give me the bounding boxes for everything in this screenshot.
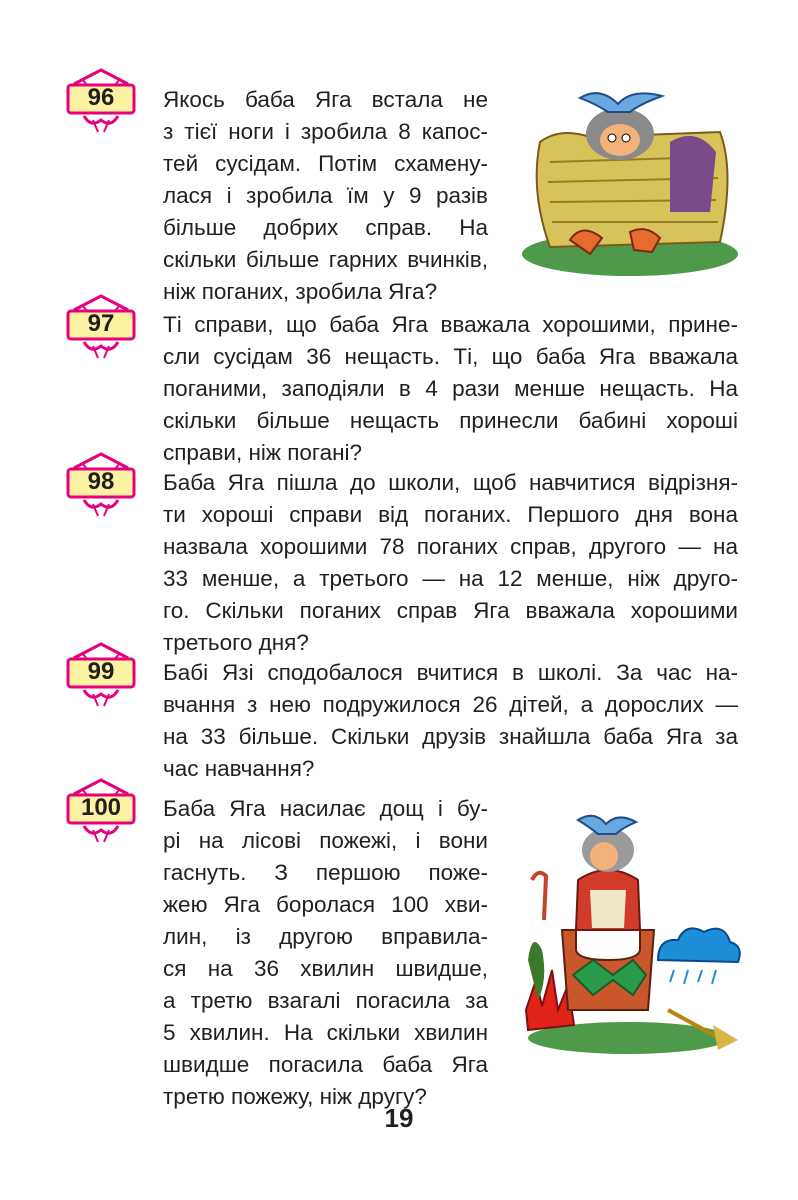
problem-number: 99 (87, 658, 115, 685)
problem-text: Баба Яга пішла до школи, щоб навчитися відрізня- ти хороші справи від поганих. Першого дня вона назвала хорошими 78 поганих справ, другого — на 33 менше, а третього — на 12 менше, ніж друго- го. Скільки поганих справ Яга вважала хорошими третього дня? (163, 470, 738, 655)
problem-number-badge (60, 778, 142, 848)
problem-number-badge (60, 642, 142, 712)
problem-text: Якось баба Яга встала не з тієї ноги і зробила 8 капос- тей сусідам. Потім схамену- лася і зробила їм у 9 разів більше добрих справ. На скільки більше гарних вчинків, ніж поганих, зробила Яга? (163, 87, 488, 304)
problem-number-badge (60, 68, 142, 138)
problem-number-badge (60, 294, 142, 364)
baba-yaga-haystack-illustration (520, 82, 742, 282)
page-number: 19 (384, 1103, 414, 1133)
problem-number: 96 (87, 84, 115, 111)
problem-number: 98 (87, 468, 115, 495)
problem-number-badge (60, 452, 142, 522)
baba-yaga-mortar-illustration (518, 810, 743, 1060)
problem-text: Ті справи, що баба Яга вважала хорошими, прине- сли сусідам 36 нещасть. Ті, що баба Яга вважала поганими, заподіяли в 4 рази менше нещасть. На скільки більше нещасть принесли бабині хороші справи, ніж погані? (163, 312, 738, 465)
problem-number: 97 (87, 310, 115, 337)
problem-text: Бабі Язі сподобалося вчитися в школі. За час на- вчання з нею подружилося 26 дітей, а дорослих — на 33 більше. Скільки друзів знайшла баба Яга за час навчання? (163, 660, 738, 781)
problem-text: Баба Яга насилає дощ і бу- рі на лісові пожежі, і вони гаснуть. З першою поже- жею Яга боролася 100 хви- лин, із другою вправила- ся на 36 хвилин швидше, а третю взагалі погасила за 5 хвилин. На скільки хвилин швидше погасила баба Яга третю пожежу, ніж другу? (163, 796, 488, 1109)
problem-number: 100 (80, 794, 122, 821)
